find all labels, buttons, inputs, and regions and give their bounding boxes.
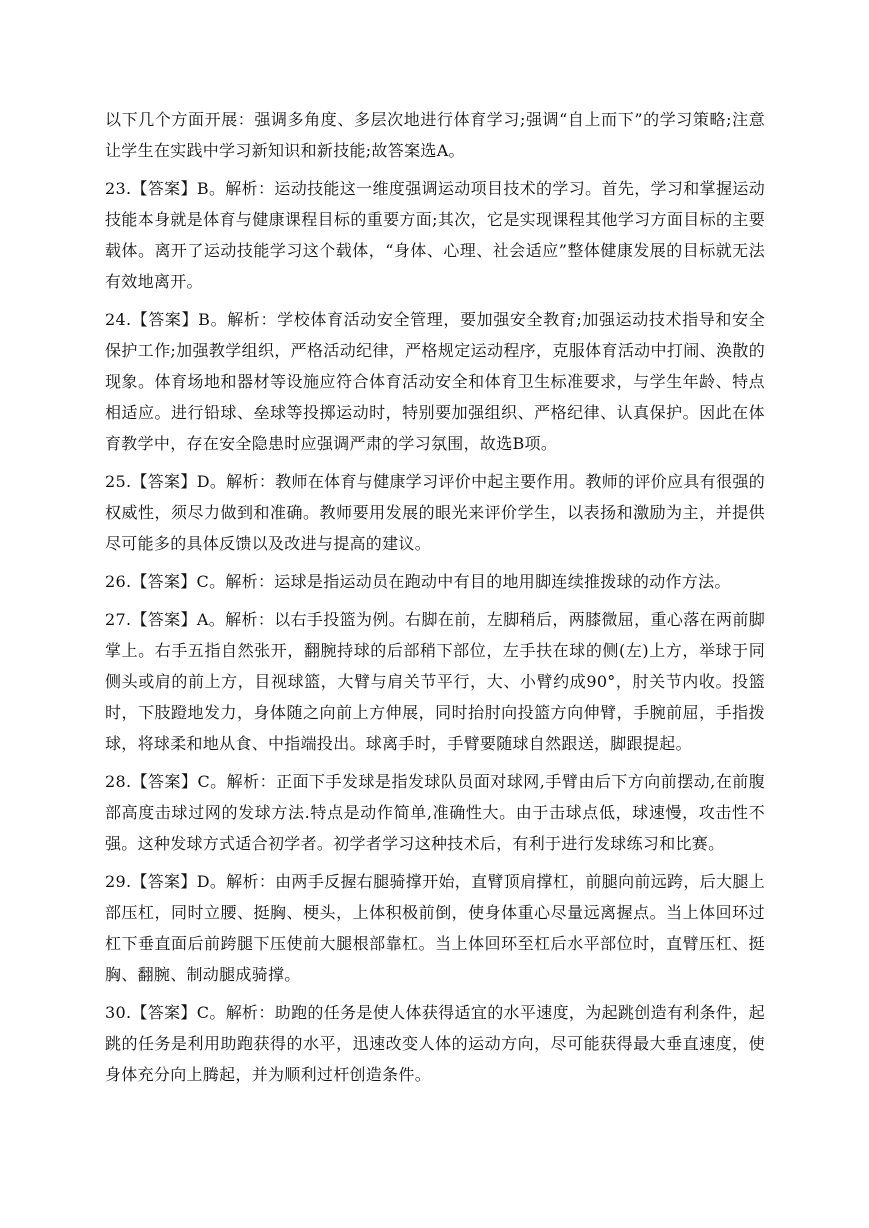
answer-23: 23.【答案】B。解析：运动技能这一维度强调运动项目技术的学习。首先，学习和掌握运动技能本身就是体育与健康课程目标的重要方面;其次，它是实现课程其他学习方面目标的主要载体。离开了运动技能学习这个载体，“身体、心理、社会适应”整体健康发展的目标就无法有效地离开。 (105, 179, 765, 291)
answer-explanations (105, 104, 765, 1097)
answer-24: 24.【答案】B。解析：学校体育活动安全管理，要加强安全教育;加强运动技术指导和安全保护工作;加强教学组织，严格活动纪律，严格规定运动程序，克服体育活动中打闹、涣散的现象。体育场地和器材等设施应符合体育活动安全和体育卫生标准要求，与学生年龄、特点相适应。进行铅球、垒球等投掷运动时，特别要加强组织、严格纪律、认真保护。因此在体育教学中，存在安全隐患时应强调严肃的学习氛围，故选B项。 (105, 310, 765, 453)
answer-25: 25.【答案】D。解析：教师在体育与健康学习评价中起主要作用。教师的评价应具有很强的权威性，须尽力做到和准确。教师要用发展的眼光来评价学生，以表扬和激励为主，并提供尽可能多的具体反馈以及改进与提高的建议。 (105, 472, 765, 553)
answer-26: 26.【答案】C。解析：运球是指运动员在跑动中有目的地用脚连续推拨球的动作方法。 (105, 572, 731, 591)
answer-28: 28.【答案】C。解析：正面下手发球是指发球队员面对球网,手臂由后下方向前摆动,在前腹部高度击球过网的发球方法.特点是动作简单,准确性大。由于击球点低，球速慢，攻击性不强。这种发球方式适合初学者。初学者学习这种技术后，有利于进行发球练习和比赛。 (105, 772, 765, 853)
paragraph-continuation: 以下几个方面开展：强调多角度、多层次地进行体育学习;强调“自上而下”的学习策略;注意让学生在实践中学习新知识和新技能;故答案选A。 (105, 110, 765, 160)
answer-27: 27.【答案】A。解析：以右手投篮为例。右脚在前，左脚稍后，两膝微屈，重心落在两前脚掌上。右手五指自然张开，翻腕持球的后部稍下部位，左手扶在球的侧(左)上方，举球于同侧头或肩的前上方，目视球篮，大臂与肩关节平行，大、小臂约成90°，肘关节内收。投篮时，下肢蹬地发力，身体随之向前上方伸展，同时抬肘向投篮方向伸臂，手腕前屈，手指拨球，将球柔和地从食、中指端投出。球离手时，手臂要随球自然跟送，脚跟提起。 (105, 610, 765, 753)
answer-30: 30.【答案】C。解析：助跑的任务是使人体获得适宜的水平速度，为起跳创造有利条件，起跳的任务是利用助跑获得的水平，迅速改变人体的运动方向，尽可能获得最大垂直速度，使身体充分向上腾起，并为顺利过杆创造条件。 (105, 1003, 765, 1084)
answer-29: 29.【答案】D。解析：由两手反握右腿骑撑开始，直臂顶肩撑杠，前腿向前远跨，后大腿上部压杠，同时立腰、挺胸、梗头，上体积极前倒，使身体重心尽量远离握点。当上体回环过杠下垂直面后前跨腿下压使前大腿根部靠杠。当上体回环至杠后水平部位时，直臂压杠、挺胸、翻腕、制动腿成骑撑。 (105, 872, 765, 984)
